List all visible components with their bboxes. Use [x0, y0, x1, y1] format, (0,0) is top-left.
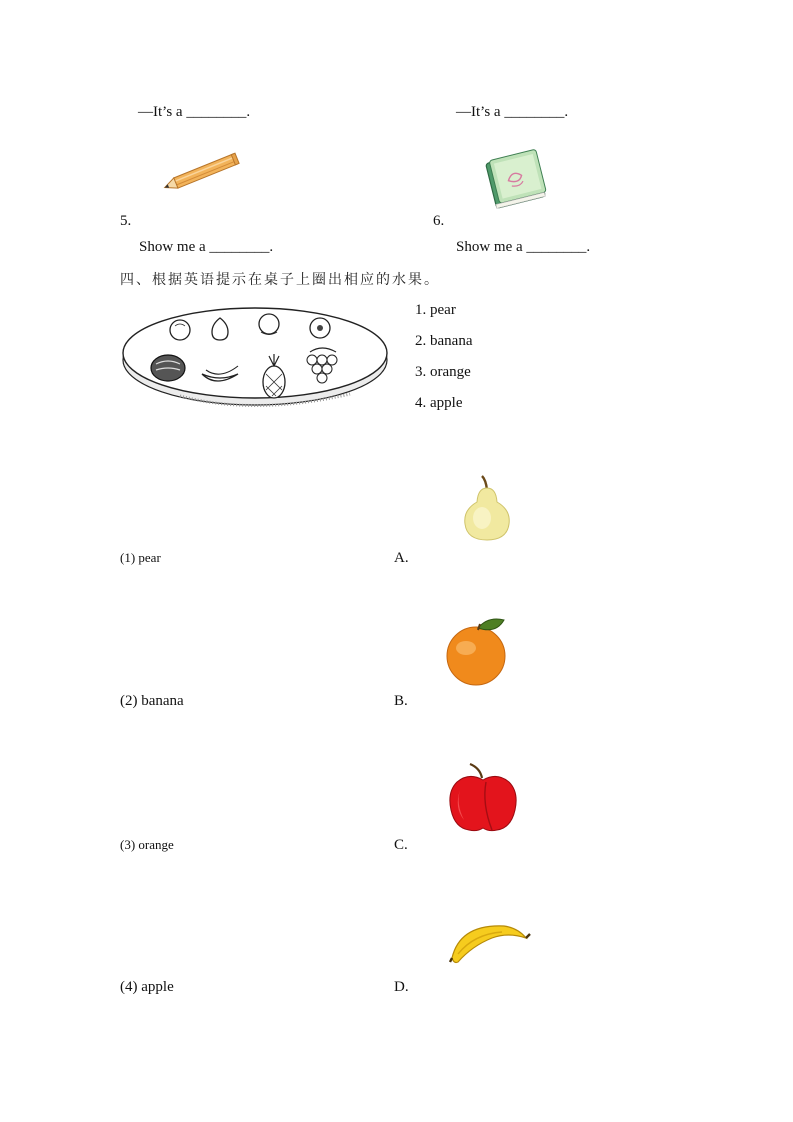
- match-word-3: (3) orange: [120, 837, 174, 852]
- hint-1: 1. pear: [415, 302, 456, 318]
- hint-2: 2. banana: [415, 333, 473, 349]
- pear-icon: [460, 472, 514, 542]
- sentence-right-1: —It’s a ________.: [456, 104, 569, 120]
- question-number-6: 6.: [433, 213, 445, 229]
- question-number-5: 5.: [120, 213, 132, 229]
- match-letter-a: A.: [394, 550, 409, 566]
- orange-icon: [444, 618, 512, 688]
- match-letter-c: C.: [394, 837, 408, 853]
- match-letter-d: D.: [394, 979, 409, 995]
- match-word-2: (2) banana: [120, 693, 184, 709]
- match-letter-b: B.: [394, 693, 408, 709]
- apple-icon: [446, 760, 520, 834]
- hint-3: 3. orange: [415, 364, 471, 380]
- section-heading: 四、根据英语提示在桌子上圈出相应的水果。: [120, 272, 440, 288]
- fruit-table-icon: [120, 298, 395, 418]
- sentence-left-1: —It’s a ________.: [138, 104, 251, 120]
- hint-4: 4. apple: [415, 395, 463, 411]
- pencil-icon: [160, 154, 244, 192]
- sentence-right-2: Show me a ________.: [456, 239, 591, 255]
- match-word-4: (4) apple: [120, 979, 174, 995]
- match-word-1: (1) pear: [120, 550, 161, 565]
- sentence-left-2: Show me a ________.: [139, 239, 274, 255]
- book-icon: [480, 145, 550, 211]
- banana-icon: [446, 912, 532, 964]
